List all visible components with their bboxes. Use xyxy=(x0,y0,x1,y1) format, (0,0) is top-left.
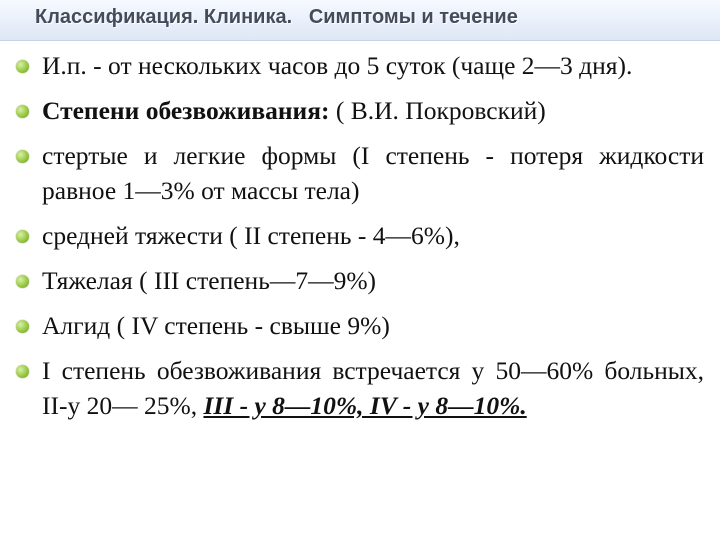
item-text: ( В.И. Покровский) xyxy=(335,96,546,125)
list-item xyxy=(14,263,704,298)
list-item xyxy=(14,218,704,253)
item-text: стертые и легкие формы (I степень - потеря жидкости равное 1—3% от массы тела) xyxy=(42,141,704,205)
title-bar xyxy=(0,0,720,41)
list-item xyxy=(14,353,704,423)
item-text: средней тяжести ( II степень - 4—6%), xyxy=(42,221,460,250)
item-text: I степень обезвоживания встречается у 50—60% больных, II-у 20— 25%, xyxy=(42,356,704,420)
bullet-icon xyxy=(16,230,29,243)
item-text: Алгид ( IV степень - свыше 9%) xyxy=(42,311,390,340)
item-text: И.п. - от нескольких часов до 5 суток (чаще 2—3 дня). xyxy=(42,51,633,80)
bullet-list xyxy=(14,48,704,433)
list-item xyxy=(14,93,704,128)
bullet-icon xyxy=(16,320,29,333)
item-lead: Степени обезвоживания: xyxy=(42,96,336,125)
bullet-icon xyxy=(16,60,29,73)
item-text: Тяжелая ( III степень—7—9%) xyxy=(42,266,377,295)
bullet-icon xyxy=(16,365,29,378)
item-emphasis: III - у 8—10%, IV - у 8—10%. xyxy=(203,391,527,420)
list-item xyxy=(14,308,704,343)
list-item xyxy=(14,48,704,83)
bullet-icon xyxy=(16,275,29,288)
list-item xyxy=(14,138,704,208)
slide-title: Классификация. Клиника. Симптомы и течение xyxy=(35,6,518,28)
bullet-icon xyxy=(16,105,29,118)
bullet-icon xyxy=(16,150,29,163)
